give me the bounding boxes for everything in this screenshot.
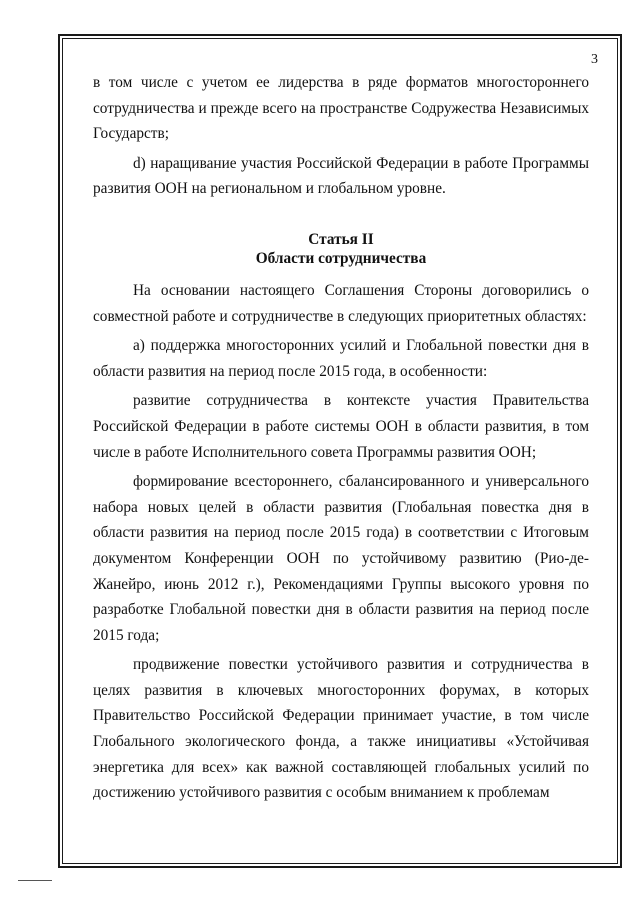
paragraph-goals-formation: формирование всестороннего, сбалансированного и универсального набора новых целей в области развития (Глобальная повестка дня в области развития на период после 2015 года) в соответствии с Итоговым документом Конференции ООН по устойчивому развитию (Рио-де-Жанейро, июнь 2012 г.), Рекомендациями Группы высокого уровня по разработке Глобальной повестки дня в области развития на период после 2015 года; [93, 473, 589, 644]
paragraph-intro: На основании настоящего Соглашения Стороны договорились о совместной работе и сотрудничестве в следующих приоритетных областях: [93, 281, 589, 325]
paragraph-continuation: в том числе с учетом ее лидерства в ряде форматов многостороннего сотрудничества и прежде всего на пространстве Содружества Независимых Государств; [93, 74, 589, 143]
document-body [93, 70, 589, 806]
page-number: 3 [591, 52, 598, 67]
article-title: Области сотрудничества [255, 249, 427, 267]
paragraph-item-a: a) поддержка многосторонних усилий и Глобальной повестки дня в области развития на период после 2015 года, в особенности: [93, 337, 589, 380]
paragraph-sustainable-agenda: продвижение повестки устойчивого развития и сотрудничества в целях развития в ключевых многосторонних форумах, в которых Правительство Российской Федерации принимает участие, в том числе Глобального экологического фонда, а также инициативы «Устойчивая энергетика для всех» как важной составляющей глобальных усилий по достижению устойчивого развития с особым вниманием к проблемам [93, 656, 589, 802]
scan-artifact-line [18, 880, 52, 881]
paragraph-development-cooperation: развитие сотрудничества в контексте участия Правительства Российской Федерации в работе системы ООН в области развития, в том числе в работе Исполнительного совета Программы развития ООН; [93, 392, 589, 461]
article-number: Статья II [308, 230, 374, 248]
article-heading [93, 230, 589, 268]
paragraph-item-d: d) наращивание участия Российской Федерации в работе Программы развития ООН на региональном и глобальном уровне. [93, 154, 589, 198]
